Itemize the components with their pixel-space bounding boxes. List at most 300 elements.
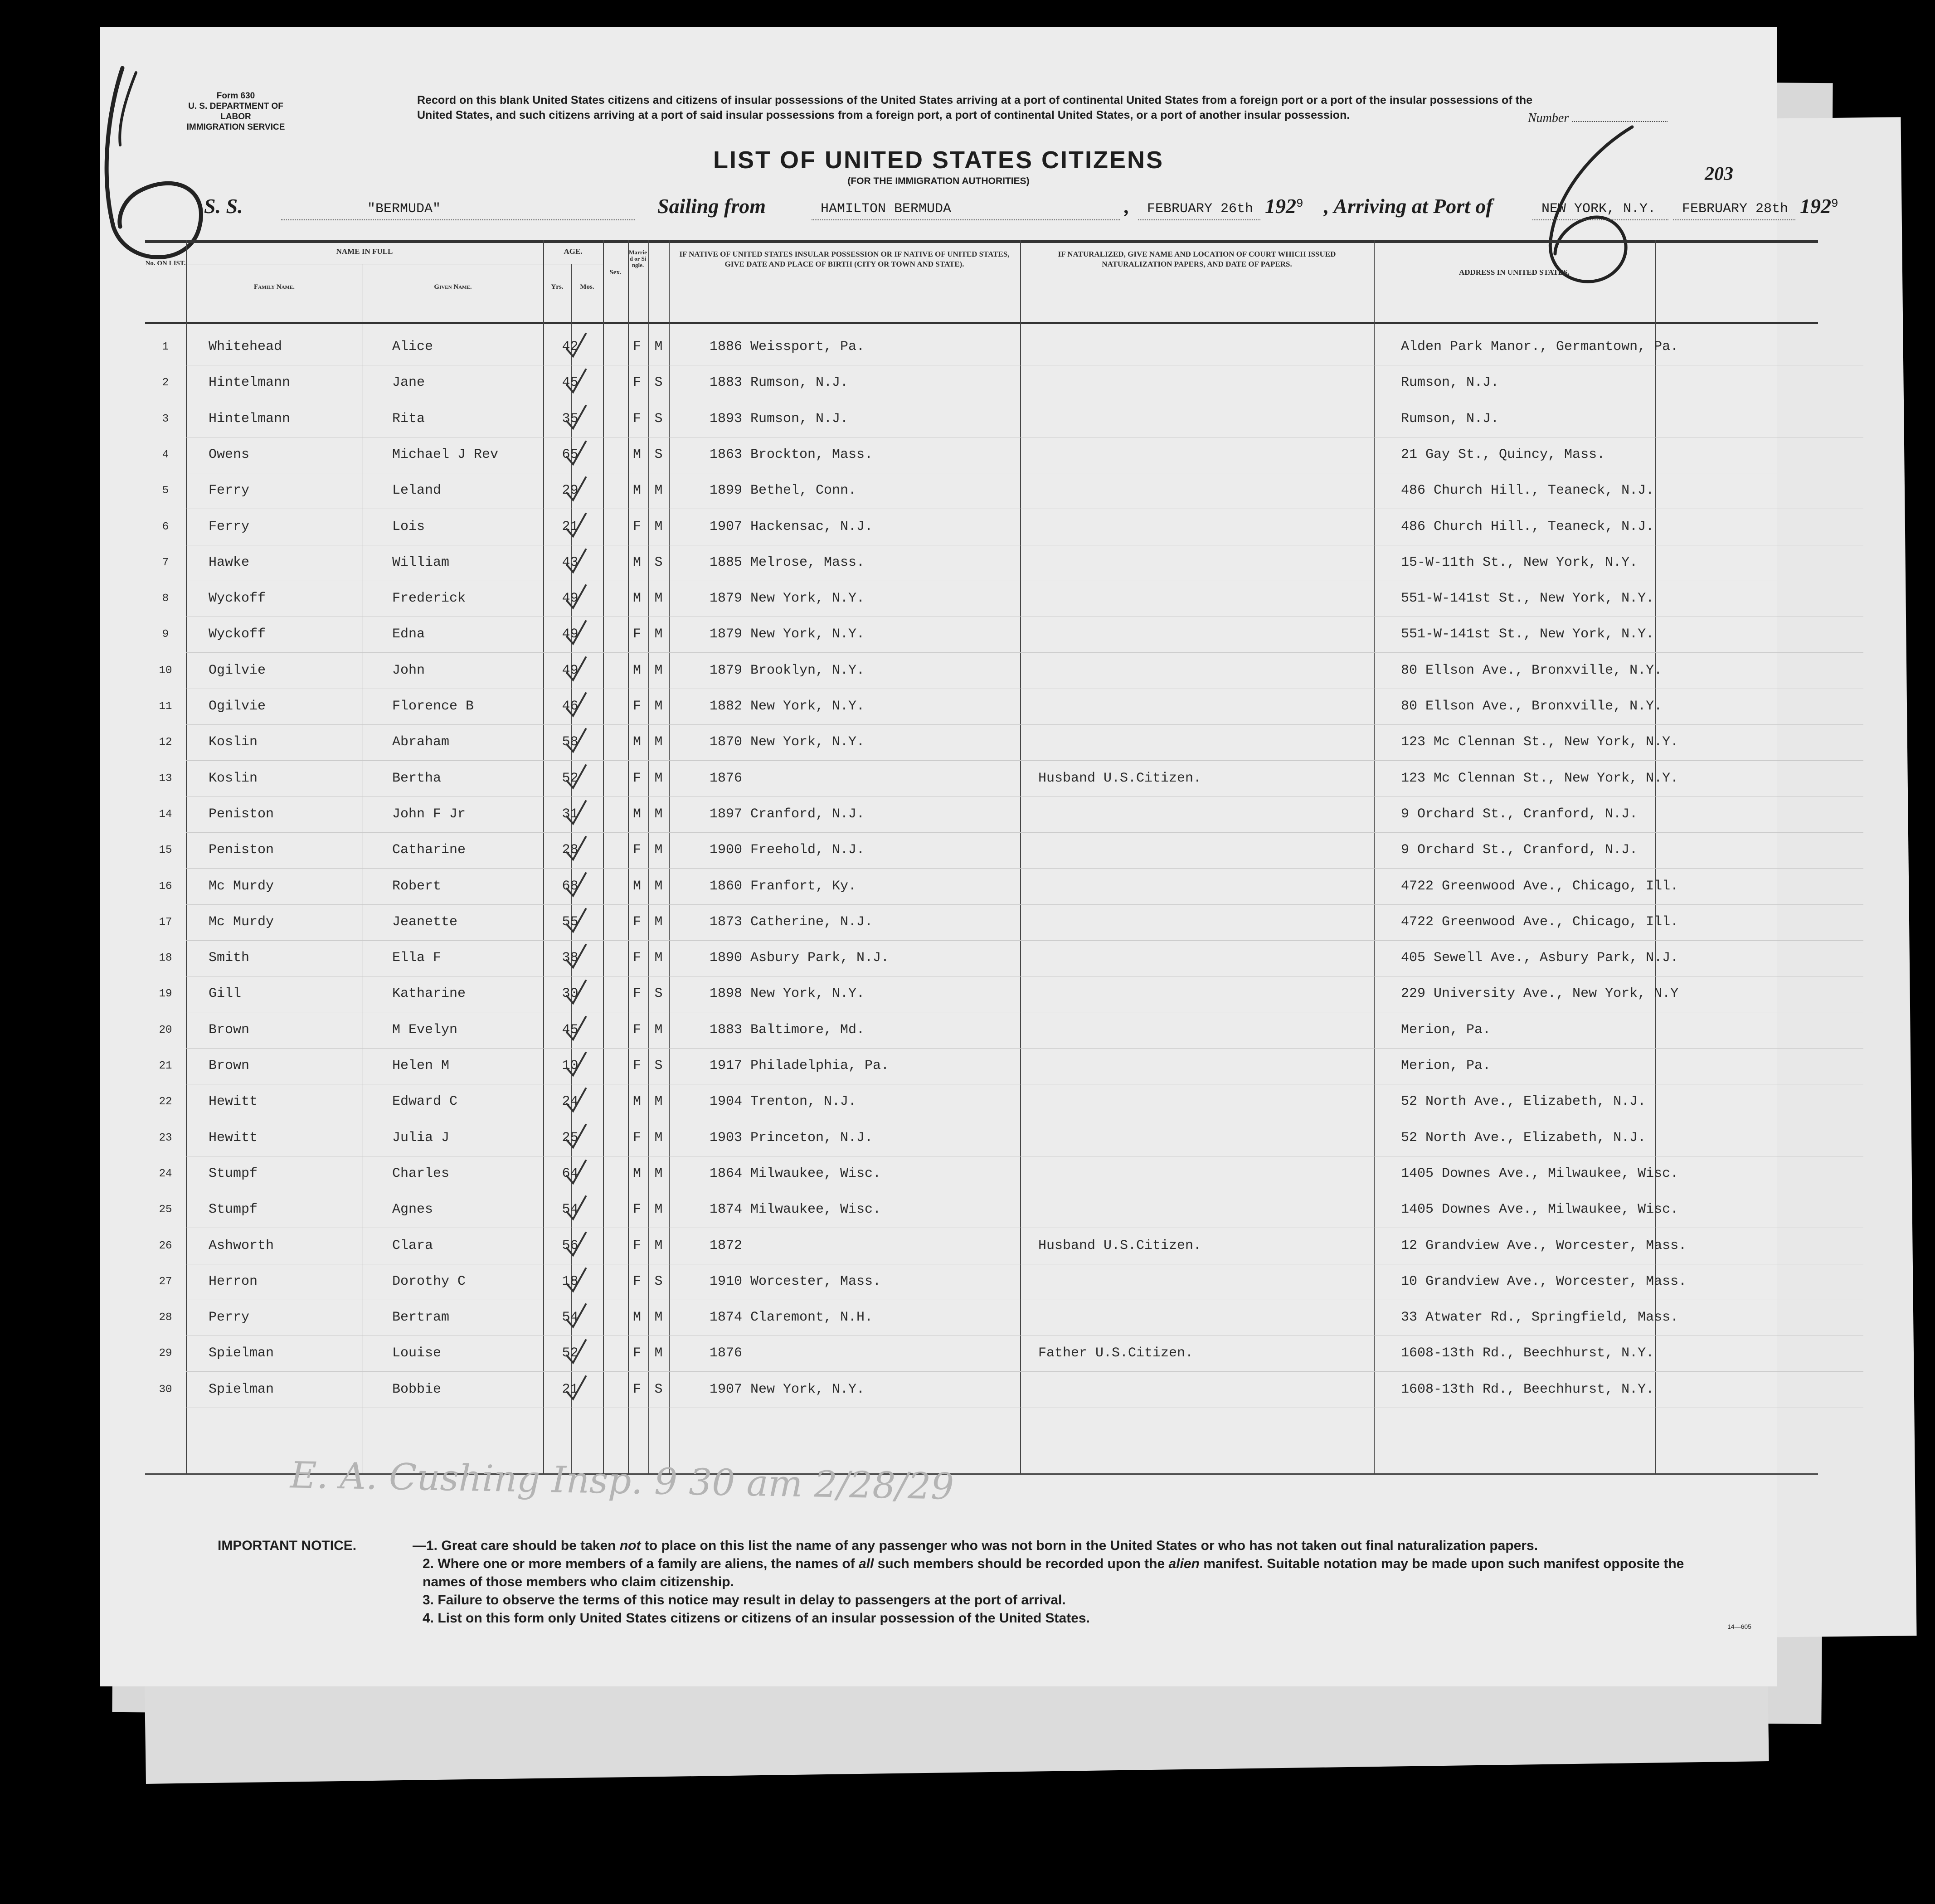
check-mark-icon: [558, 583, 635, 610]
check-mark-icon: [558, 511, 635, 538]
row-number: 9: [162, 628, 169, 641]
birth-cell: 1917 Philadelphia, Pa.: [710, 1058, 890, 1073]
family-name-cell: Spielman: [209, 1345, 274, 1361]
age-cell: 21: [562, 1381, 579, 1397]
family-name-cell: Koslin: [209, 734, 258, 750]
family-name-cell: Stumpf: [209, 1166, 258, 1181]
marital-status-cell: M: [654, 1202, 663, 1218]
address-cell: 12 Grandview Ave., Worcester, Mass.: [1401, 1238, 1687, 1253]
marital-status-cell: M: [654, 1166, 663, 1181]
table-row: [145, 797, 1863, 833]
table-row: [145, 1336, 1863, 1372]
header-age: AGE.: [564, 247, 583, 256]
row-number: 20: [159, 1024, 172, 1036]
birth-cell: 1883 Rumson, N.J.: [710, 375, 849, 391]
table-row: [145, 1372, 1863, 1408]
row-number: 4: [162, 448, 169, 461]
age-cell: 68: [562, 878, 579, 894]
given-name-cell: Edward C: [392, 1094, 458, 1110]
row-number: 14: [159, 808, 172, 821]
age-cell: 49: [562, 627, 579, 642]
naturalization-cell: Husband U.S.Citizen.: [1038, 770, 1202, 786]
family-name-cell: Hewitt: [209, 1094, 258, 1110]
given-name-cell: Rita: [392, 411, 425, 427]
header-months: Mos.: [580, 283, 594, 291]
table-row: [145, 545, 1863, 581]
age-cell: 65: [562, 447, 579, 462]
punch-hole: [76, 1064, 97, 1083]
family-name-cell: Gill: [209, 986, 242, 1002]
table-row: [145, 617, 1863, 653]
family-name-cell: Hawke: [209, 554, 250, 570]
address-cell: 1405 Downes Ave., Milwaukee, Wisc.: [1401, 1166, 1679, 1181]
address-cell: 1608-13th Rd., Beechhurst, N.Y.: [1401, 1381, 1654, 1397]
sex-cell: F: [632, 339, 641, 355]
marital-status-cell: M: [654, 339, 663, 355]
birth-cell: 1874 Milwaukee, Wisc.: [710, 1202, 881, 1218]
marital-status-cell: M: [654, 770, 663, 786]
age-cell: 18: [562, 1273, 579, 1289]
header-number: No. ON LIST.: [145, 260, 186, 267]
birth-cell: 1890 Asbury Park, N.J.: [710, 950, 890, 966]
sex-cell: F: [632, 1345, 641, 1361]
address-cell: 1608-13th Rd., Beechhurst, N.Y.: [1401, 1345, 1654, 1361]
birth-cell: 1872: [710, 1238, 743, 1253]
given-name-cell: Helen M: [392, 1058, 450, 1073]
row-number: 29: [159, 1347, 172, 1360]
age-cell: 46: [562, 699, 579, 714]
table-row: [145, 581, 1863, 617]
marital-status-cell: S: [654, 554, 663, 570]
family-name-cell: Perry: [209, 1310, 250, 1326]
table-row: [145, 1156, 1863, 1192]
table-row: [145, 1084, 1863, 1120]
age-cell: 64: [562, 1166, 579, 1181]
row-number: 12: [159, 736, 172, 749]
given-name-cell: M Evelyn: [392, 1022, 458, 1038]
manifest-page: [100, 27, 1838, 1686]
address-cell: 4722 Greenwood Ave., Chicago, Ill.: [1401, 878, 1679, 894]
row-number: 26: [159, 1239, 172, 1252]
check-mark-icon: [558, 1158, 635, 1185]
family-name-cell: Smith: [209, 950, 250, 966]
given-name-cell: Bobbie: [392, 1381, 442, 1397]
address-cell: 9 Orchard St., Cranford, N.J.: [1401, 842, 1638, 858]
arriving-label: , Arriving at Port of: [1324, 194, 1493, 218]
service-name: IMMIGRATION SERVICE: [186, 122, 285, 132]
inspector-signature: E. A. Cushing Insp. 9 30 am 2/28/29: [290, 1454, 954, 1508]
given-name-cell: Jane: [392, 375, 425, 391]
marital-status-cell: M: [654, 878, 663, 894]
given-name-cell: Lois: [392, 519, 425, 534]
marital-status-cell: S: [654, 1058, 663, 1073]
row-number: 24: [159, 1167, 172, 1180]
table-row: [145, 329, 1863, 365]
address-cell: 80 Ellson Ave., Bronxville, N.Y.: [1401, 699, 1663, 714]
given-name-cell: Michael J Rev: [392, 447, 499, 462]
address-cell: Rumson, N.J.: [1401, 411, 1499, 427]
birth-cell: 1876: [710, 1345, 743, 1361]
given-name-cell: John: [392, 662, 425, 678]
table-row: [145, 869, 1863, 905]
birth-cell: 1879 New York, N.Y.: [710, 591, 865, 607]
page-title: LIST OF UNITED STATES CITIZENS: [713, 146, 1164, 174]
check-mark-icon: [558, 475, 635, 502]
header-family-name: Family Name.: [253, 283, 295, 291]
check-mark-icon: [558, 763, 635, 790]
table-row: [145, 509, 1863, 545]
age-cell: 35: [562, 411, 579, 427]
sex-cell: F: [632, 842, 641, 858]
sex-cell: M: [632, 483, 641, 499]
print-code: 14—605: [1727, 1623, 1751, 1630]
table-row: [145, 1048, 1863, 1084]
sex-cell: F: [632, 375, 641, 391]
check-mark-icon: [558, 690, 635, 718]
sex-cell: F: [632, 1130, 641, 1146]
given-name-cell: Florence B: [392, 699, 474, 714]
given-name-cell: Abraham: [392, 734, 450, 750]
birth-cell: 1904 Trenton, N.J.: [710, 1094, 857, 1110]
birth-cell: 1898 New York, N.Y.: [710, 986, 865, 1002]
table-row: [145, 1012, 1863, 1049]
page-subtitle: (FOR THE IMMIGRATION AUTHORITIES): [847, 176, 1030, 186]
birth-cell: 1879 Brooklyn, N.Y.: [710, 662, 865, 678]
marital-status-cell: S: [654, 1273, 663, 1289]
family-name-cell: Hewitt: [209, 1130, 258, 1146]
given-name-cell: Agnes: [392, 1202, 433, 1218]
marital-status-cell: M: [654, 1022, 663, 1038]
given-name-cell: John F Jr: [392, 806, 466, 822]
check-mark-icon: [558, 1014, 635, 1041]
address-cell: 551-W-141st St., New York, N.Y.: [1401, 591, 1654, 607]
table-row: [145, 473, 1863, 509]
important-notice: IMPORTANT NOTICE. —1. Great care should be taken not to place on this list the name of any passenger who was not born in the United States or who has not taken out final naturalization papers. 2. Where one or more members of a family are aliens, the names of all such members should be recorded upon the alien manifest. Suitable notation may be made upon such manifest opposite the names of those members who claim citizenship. 3. Failure to observe the terms of this notice may result in delay to passengers at the port of arrival. 4. List on this form only United States citizens or citizens of an insular possession of the United States.: [218, 1537, 1723, 1627]
address-cell: 33 Atwater Rd., Springfield, Mass.: [1401, 1310, 1679, 1326]
preamble-text: Record on this blank United States citizens and citizens of insular possessions of the United States arriving at a port of continental United States from a foreign port or a port of the insular possessions of the United States, and such citizens arriving at a port of said insular possessions from a foreign port, a port of continental United States, or a port of another insular possession.: [417, 94, 1533, 121]
form-number: Form 630: [216, 91, 255, 101]
check-mark-icon: [558, 1230, 635, 1257]
given-name-cell: William: [392, 554, 450, 570]
row-number: 25: [159, 1204, 172, 1216]
given-name-cell: Catharine: [392, 842, 466, 858]
family-name-cell: Spielman: [209, 1381, 274, 1397]
birth-cell: 1863 Brockton, Mass.: [710, 447, 873, 462]
row-number: 28: [159, 1311, 172, 1324]
age-cell: 21: [562, 519, 579, 534]
sex-cell: F: [632, 950, 641, 966]
age-cell: 43: [562, 554, 579, 570]
check-mark-icon: [558, 1194, 635, 1221]
age-cell: 52: [562, 1345, 579, 1361]
birth-cell: 1879 New York, N.Y.: [710, 627, 865, 642]
check-mark-icon: [558, 1337, 635, 1365]
given-name-cell: Clara: [392, 1238, 433, 1253]
address-cell: 405 Sewell Ave., Asbury Park, N.J.: [1401, 950, 1679, 966]
sex-cell: F: [632, 986, 641, 1002]
marital-status-cell: M: [654, 627, 663, 642]
sex-cell: F: [632, 770, 641, 786]
sex-cell: M: [632, 878, 641, 894]
age-cell: 30: [562, 986, 579, 1002]
check-mark-icon: [558, 870, 635, 898]
address-cell: 9 Orchard St., Cranford, N.J.: [1401, 806, 1638, 822]
row-number: 21: [159, 1060, 172, 1072]
table-row: [145, 1192, 1863, 1228]
given-name-cell: Robert: [392, 878, 442, 894]
sex-cell: M: [632, 591, 641, 607]
row-number: 13: [159, 772, 172, 785]
check-mark-icon: [558, 1302, 635, 1329]
family-name-cell: Herron: [209, 1273, 258, 1289]
check-mark-icon: [558, 367, 635, 394]
birth-cell: 1860 Franfort, Ky.: [710, 878, 857, 894]
check-mark-icon: [558, 978, 635, 1005]
sex-cell: F: [632, 1238, 641, 1253]
check-mark-icon: [558, 1122, 635, 1149]
birth-cell: 1907 New York, N.Y.: [710, 1381, 865, 1397]
row-number: 19: [159, 988, 172, 1001]
sex-cell: F: [632, 1022, 641, 1038]
age-cell: 58: [562, 734, 579, 750]
family-name-cell: Ferry: [209, 519, 250, 534]
marital-status-cell: S: [654, 375, 663, 391]
age-cell: 45: [562, 375, 579, 391]
notice-item-3: 3. Failure to observe the terms of this notice may result in delay to passengers at the port of arrival.: [423, 1593, 1066, 1608]
given-name-cell: Ella F: [392, 950, 442, 966]
given-name-cell: Jeanette: [392, 914, 458, 930]
sex-cell: M: [632, 554, 641, 570]
address-cell: 52 North Ave., Elizabeth, N.J.: [1401, 1130, 1646, 1146]
sex-cell: F: [632, 1058, 641, 1073]
family-name-cell: Ashworth: [209, 1238, 274, 1253]
table-row: [145, 1300, 1863, 1336]
birth-cell: 1893 Rumson, N.J.: [710, 411, 849, 427]
marital-status-cell: M: [654, 699, 663, 714]
naturalization-cell: Father U.S.Citizen.: [1038, 1345, 1194, 1361]
family-name-cell: Whitehead: [209, 339, 282, 355]
sex-cell: M: [632, 806, 641, 822]
given-name-cell: Bertram: [392, 1310, 450, 1326]
birth-cell: 1864 Milwaukee, Wisc.: [710, 1166, 881, 1181]
check-mark-icon: [558, 331, 635, 358]
family-name-cell: Peniston: [209, 806, 274, 822]
row-number: 6: [162, 520, 169, 533]
marital-status-cell: M: [654, 519, 663, 534]
row-number: 8: [162, 593, 169, 605]
check-mark-icon: [558, 1266, 635, 1293]
birth-cell: 1897 Cranford, N.J.: [710, 806, 865, 822]
age-cell: 25: [562, 1130, 579, 1146]
table-row: [145, 976, 1863, 1012]
marital-status-cell: M: [654, 662, 663, 678]
sex-cell: F: [632, 914, 641, 930]
birth-cell: 1907 Hackensac, N.J.: [710, 519, 873, 534]
voyage-details: S. S. "BERMUDA" Sailing from HAMILTON BERMUDA , FEBRUARY 26th $192^9$ , Arriving at Port of NEW YORK, N.Y. FEBRUARY 28th $192^9$: [204, 194, 1818, 226]
age-cell: 54: [562, 1202, 579, 1218]
sex-cell: M: [632, 662, 641, 678]
table-row: [145, 437, 1863, 473]
given-name-cell: Louise: [392, 1345, 442, 1361]
family-name-cell: Mc Murdy: [209, 878, 274, 894]
age-cell: 54: [562, 1310, 579, 1326]
address-cell: Merion, Pa.: [1401, 1022, 1491, 1038]
row-number: 5: [162, 485, 169, 497]
address-cell: 123 Mc Clennan St., New York, N.Y.: [1401, 770, 1679, 786]
marital-status-cell: M: [654, 806, 663, 822]
given-name-cell: Alice: [392, 339, 433, 355]
marital-status-cell: M: [654, 1345, 663, 1361]
family-name-cell: Hintelmann: [209, 411, 291, 427]
ss-label: S. S.: [204, 194, 243, 218]
table-row: [145, 401, 1863, 437]
age-cell: 52: [562, 770, 579, 786]
sex-cell: F: [632, 627, 641, 642]
notice-item-4: 4. List on this form only United States citizens or citizens of an insular possession of the United States.: [423, 1611, 1090, 1626]
family-name-cell: Hintelmann: [209, 375, 291, 391]
row-number: 7: [162, 556, 169, 569]
birth-cell: 1873 Catherine, N.J.: [710, 914, 873, 930]
number-label: Number: [1528, 111, 1569, 125]
birth-cell: 1870 New York, N.Y.: [710, 734, 865, 750]
age-cell: 28: [562, 842, 579, 858]
header-sex: Sex.: [609, 269, 622, 276]
table-row: [145, 689, 1863, 725]
check-mark-icon: [558, 726, 635, 753]
birth-cell: 1882 New York, N.Y.: [710, 699, 865, 714]
department-name: U. S. DEPARTMENT OF LABOR: [188, 102, 283, 121]
age-cell: 49: [562, 662, 579, 678]
marital-status-cell: S: [654, 1381, 663, 1397]
check-mark-icon: [558, 942, 635, 969]
given-name-cell: Leland: [392, 483, 442, 499]
table-row: [145, 761, 1863, 797]
sex-cell: F: [632, 1202, 641, 1218]
punch-hole: [76, 1463, 97, 1481]
family-name-cell: Owens: [209, 447, 250, 462]
row-number: 1: [162, 341, 169, 353]
family-name-cell: Mc Murdy: [209, 914, 274, 930]
marital-status-cell: M: [654, 1130, 663, 1146]
header-married-single: Married or Single.: [629, 249, 647, 268]
marital-status-cell: S: [654, 986, 663, 1002]
birth-cell: 1885 Melrose, Mass.: [710, 554, 865, 570]
age-cell: 55: [562, 914, 579, 930]
row-number: 2: [162, 377, 169, 389]
given-name-cell: Julia J: [392, 1130, 450, 1146]
header-years: Yrs.: [551, 283, 564, 291]
age-cell: 10: [562, 1058, 579, 1073]
address-cell: 10 Grandview Ave., Worcester, Mass.: [1401, 1273, 1687, 1289]
header-birth: IF NATIVE OF UNITED STATES INSULAR POSSESSION OR IF NATIVE OF UNITED STATES, GIVE DATE AND PLACE OF BIRTH (CITY OR TOWN AND STATE).: [679, 250, 1010, 268]
sex-cell: F: [632, 519, 641, 534]
table-row: [145, 904, 1863, 941]
age-cell: 24: [562, 1094, 579, 1110]
sailing-date: FEBRUARY 26th: [1147, 201, 1254, 217]
check-mark-icon: [558, 439, 635, 466]
age-cell: 42: [562, 339, 579, 355]
age-cell: 56: [562, 1238, 579, 1253]
family-name-cell: Ogilvie: [209, 699, 266, 714]
table-row: [145, 832, 1863, 869]
family-name-cell: Ferry: [209, 483, 250, 499]
given-name-cell: Edna: [392, 627, 425, 642]
age-cell: 49: [562, 591, 579, 607]
marital-status-cell: M: [654, 1094, 663, 1110]
birth-cell: 1910 Worcester, Mass.: [710, 1273, 881, 1289]
family-name-cell: Wyckoff: [209, 627, 266, 642]
address-cell: 80 Ellson Ave., Bronxville, N.Y.: [1401, 662, 1663, 678]
marital-status-cell: S: [654, 447, 663, 462]
birth-cell: 1886 Weissport, Pa.: [710, 339, 865, 355]
family-name-cell: Brown: [209, 1058, 250, 1073]
given-name-cell: Frederick: [392, 591, 466, 607]
sex-cell: F: [632, 411, 641, 427]
sex-cell: M: [632, 1166, 641, 1181]
row-number: 11: [159, 700, 172, 713]
address-cell: 1405 Downes Ave., Milwaukee, Wisc.: [1401, 1202, 1679, 1218]
check-mark-icon: [558, 906, 635, 933]
address-cell: 486 Church Hill., Teaneck, N.J.: [1401, 519, 1654, 534]
naturalization-cell: Husband U.S.Citizen.: [1038, 1238, 1202, 1253]
family-name-cell: Stumpf: [209, 1202, 258, 1218]
row-number: 17: [159, 916, 172, 928]
check-mark-icon: [558, 1050, 635, 1077]
table-row: [145, 1264, 1863, 1300]
table-row: [145, 724, 1863, 761]
arriving-year: $192^9$: [1800, 194, 1838, 218]
family-name-cell: Koslin: [209, 770, 258, 786]
marital-status-cell: M: [654, 483, 663, 499]
check-mark-icon: [558, 798, 635, 826]
row-number: 23: [159, 1132, 172, 1144]
row-number: 30: [159, 1383, 172, 1396]
ship-name: "BERMUDA": [367, 201, 441, 217]
birth-cell: 1903 Princeton, N.J.: [710, 1130, 873, 1146]
row-number: 3: [162, 413, 169, 425]
address-cell: 21 Gay St., Quincy, Mass.: [1401, 447, 1605, 462]
header-name-in-full: NAME IN FULL: [336, 247, 393, 256]
family-name-cell: Brown: [209, 1022, 250, 1038]
address-cell: 15-W-11th St., New York, N.Y.: [1401, 554, 1638, 570]
marital-status-cell: S: [654, 411, 663, 427]
marital-status-cell: M: [654, 1238, 663, 1253]
row-number: 15: [159, 844, 172, 857]
birth-cell: 1883 Baltimore, Md.: [710, 1022, 865, 1038]
table-row: [145, 365, 1863, 401]
punch-hole: [76, 1229, 97, 1248]
sex-cell: M: [632, 1310, 641, 1326]
family-name-cell: Peniston: [209, 842, 274, 858]
address-cell: 551-W-141st St., New York, N.Y.: [1401, 627, 1654, 642]
birth-cell: 1876: [710, 770, 743, 786]
birth-cell: 1874 Claremont, N.H.: [710, 1310, 873, 1326]
given-name-cell: Dorothy C: [392, 1273, 466, 1289]
address-cell: 123 Mc Clennan St., New York, N.Y.: [1401, 734, 1679, 750]
family-name-cell: Ogilvie: [209, 662, 266, 678]
check-mark-icon: [558, 403, 635, 430]
age-cell: 38: [562, 950, 579, 966]
sailing-from-label: Sailing from: [657, 194, 766, 218]
sex-cell: M: [632, 447, 641, 462]
sex-cell: F: [632, 1381, 641, 1397]
marital-status-cell: M: [654, 591, 663, 607]
address-cell: Merion, Pa.: [1401, 1058, 1491, 1073]
header-given-name: Given Name.: [434, 283, 472, 291]
arriving-port: NEW YORK, N.Y.: [1541, 201, 1656, 217]
notice-lead: IMPORTANT NOTICE.: [218, 1538, 357, 1553]
sailing-port: HAMILTON BERMUDA: [821, 201, 952, 217]
